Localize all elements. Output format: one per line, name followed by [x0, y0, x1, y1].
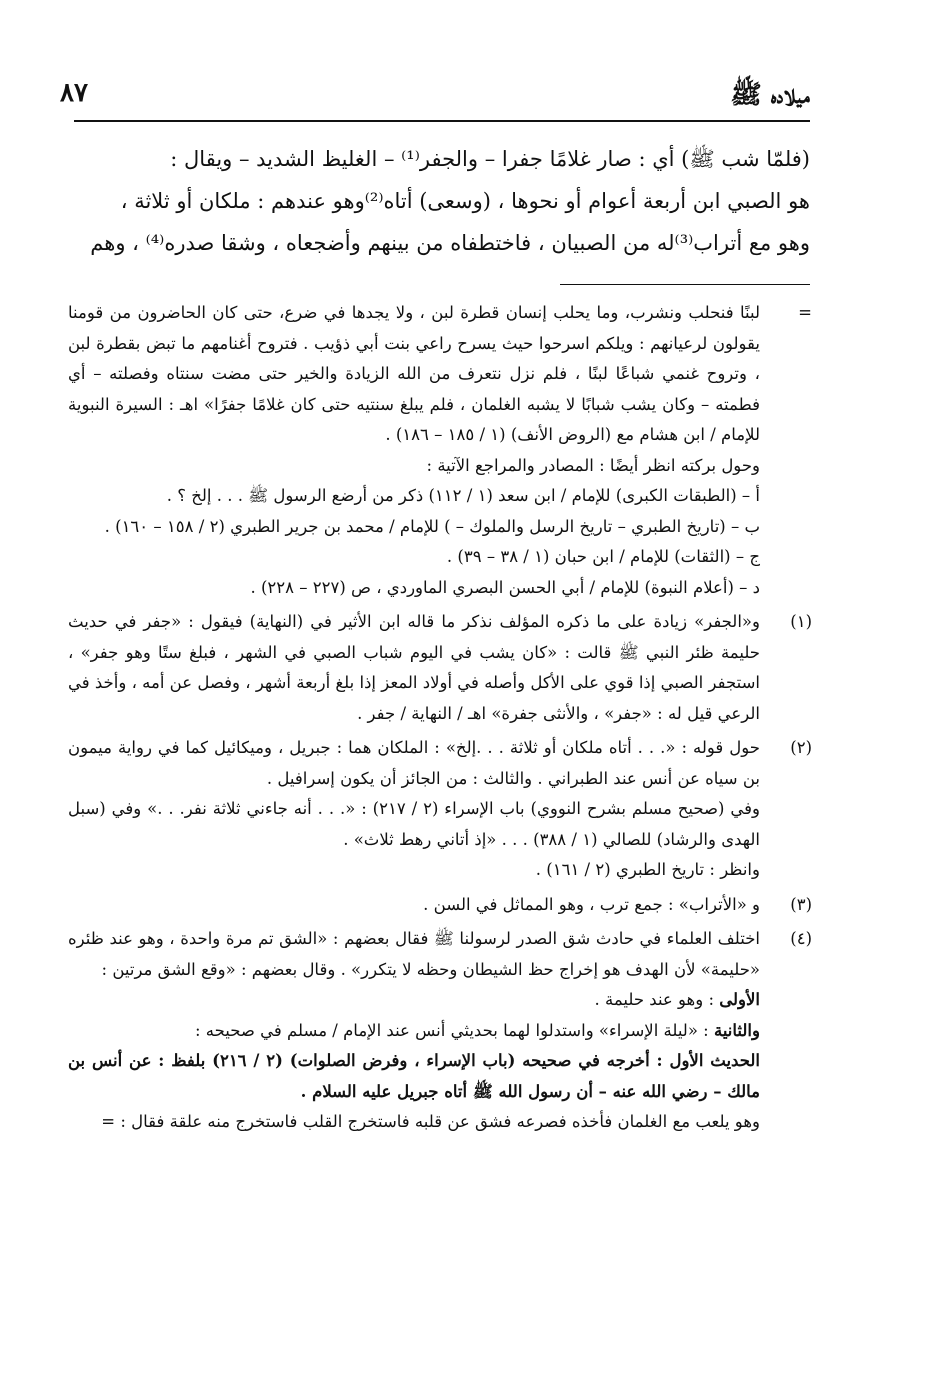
footnote-2: [68, 733, 812, 886]
footnote-paragraph: اختلف العلماء في حادث شق الصدر لرسولنا ﷺ فقال بعضهم : «الشق تم مرة واحدة ، وهو عند ظئره «حليمة» لأن الهدف هو إخراج حظ الشيطان وحظه لا يتكرر» . وقال بعضهم : «وقع الشق مرتين :: [68, 929, 760, 979]
footnote-paragraph: وانظر : تاريخ الطبري (٢ / ١٦١) .: [535, 860, 760, 879]
footnote-continued: [68, 298, 812, 603]
footnote-paragraph: وهو يلعب مع الغلمان فأخذه فصرعه فشق عن قلبه فاستخرج القلب فاستخرج منه علقة فقال : =: [101, 1112, 760, 1131]
footnote-4: [68, 924, 812, 1138]
footnote-paragraph: وفي (صحيح مسلم بشرح النووي) باب الإسراء (٢ / ٢١٧) : «. . . أنه جاءني ثلاثة نفر. . .» وفي (سبل الهدى والرشاد) للصالي (١ / ٣٨٨) . . . «إذ أتاني رهط ثلاث» .: [68, 799, 760, 849]
footnote-separator: [560, 284, 810, 285]
main-line: (فلمّا شب ﷺ) أي : صار غلامًا جفرا – والجفر⁽¹⁾ – الغليظ الشديد – ويقال :: [170, 147, 810, 171]
reference-a: أ – (الطبقات الكبرى) للإمام / ابن سعد (١ / ١١٢) ذكر من أرضع الرسول ﷺ . . . إلخ ؟ .: [166, 486, 760, 505]
footnote-marker: (١): [790, 612, 812, 631]
footnotes: [68, 298, 812, 1138]
reference-d: د – (أعلام النبوة) للإمام / أبي الحسن البصري الماوردي ، ص (٢٢٧ – ٢٢٨) .: [250, 577, 760, 597]
page-header: [60, 78, 810, 118]
footnote-paragraph: لبنًا فنحلب ونشرب، وما يحلب إنسان قطرة لبن ، ولا يجدها في ضرع، حتى كان الحاضرون من قومنا يقولون لرعيانهم : ويلكم اسرحوا حيث يسرح راعي بنت أبي ذؤيب . فتروح أغنامهم ما تبض بقطرة لبن ، وتروح غنمي شباعًا لبنًا ، فلم نزل نتعرف من الله الزيادة والخير حتى مضت سنتاه وفصلته – أي فطمته – وكان يشب شبابًا لا يشبه الغلمان ، فلم يبلغ سنتيه حتى كان غلامًا جفرًا» اهـ : السيرة النبوية للإمام / ابن هشام مع (الروض الأنف) (١ / ١٨٥ – ١٨٦) .: [68, 303, 760, 444]
running-title: ميلاده ﷺ: [730, 80, 810, 110]
footnote-marker: (٤): [790, 929, 812, 948]
footnote-paragraph: و «الأتراب» : جمع ترب ، وهو المماثل في السن .: [423, 894, 760, 914]
footnote-second-occasion: [68, 1016, 760, 1047]
footnote-paragraph: حول قوله : «. . . أتاه ملكان أو ثلاثة . . .إلخ» : الملكان هما : جبريل ، وميكائيل كما في رواية ميمون بن سياه عن أنس عند الطبراني . والثالث : من الجائز أن يكون إسرافيل .: [68, 738, 760, 788]
footnote-3: [68, 890, 812, 921]
main-line: هو الصبي ابن أربعة أعوام أو نحوها ، (وسعى) أتاه⁽²⁾وهو عندهم : ملكان أو ثلاثة ،: [120, 189, 810, 213]
hadith-one: الحديث الأول : أخرجه في صحيحه (باب الإسراء ، وفرض الصلوات) (٢ / ٢١٦) بلفظ : عن أنس بن مالك – رضي الله عنه – أن رسول الله ﷺ أتاه جبريل عليه السلام .: [68, 1051, 760, 1101]
footnote-paragraph: و«الجفر» زيادة على ما ذكره المؤلف نذكر ما قاله ابن الأثير في (النهاية) فيقول : «جفر في حديث حليمة ظئر النبي ﷺ قالت : «كان يشب في اليوم شباب الصبي في الشهر ، فبلغ ستًا وهو جفر» ، استجفر الصبي إذا قوي على الأكل وأصله في أولاد المعز إذا بلغ أربعة أشهر ، وفصل عن أمه ، وأخذ في الرعي قيل له : «جفر» ، والأنثى جفرة» اهـ / النهاية / جفر .: [68, 612, 760, 723]
footnote-paragraph: وحول بركته انظر أيضًا : المصادر والمراجع الآتية :: [426, 455, 760, 475]
first-text: : وهو عند حليمة .: [594, 990, 720, 1009]
main-text: [70, 138, 810, 264]
header-rule: [74, 120, 810, 122]
second-label: والثانية: [713, 1020, 760, 1040]
first-label: الأولى: [719, 990, 760, 1009]
footnote-marker: (٢): [790, 738, 812, 757]
page-number: ٨٧: [60, 78, 88, 108]
footnote-marker: (٣): [790, 894, 812, 914]
footnote-marker: =: [798, 303, 812, 322]
second-text: : «ليلة الإسراء» واستدلوا لهما بحديثي أنس عند الإمام / مسلم في صحيحه :: [194, 1020, 714, 1040]
footnote-first-occasion: [68, 985, 760, 1016]
footnote-1: [68, 607, 812, 729]
reference-c: ج – (الثقات) للإمام / ابن حبان (١ / ٣٨ – ٣٩) .: [446, 547, 760, 566]
main-line: وهو مع أتراب⁽³⁾له من الصبيان ، فاختطفاه من بينهم وأضجعاه ، وشقا صدره⁽⁴⁾ ، وهم: [90, 231, 810, 255]
reference-b: ب – (تاريخ الطبري – تاريخ الرسل والملوك – ) للإمام / محمد بن جرير الطبري (٢ / ١٥٨ – ١٦٠) .: [104, 516, 760, 536]
